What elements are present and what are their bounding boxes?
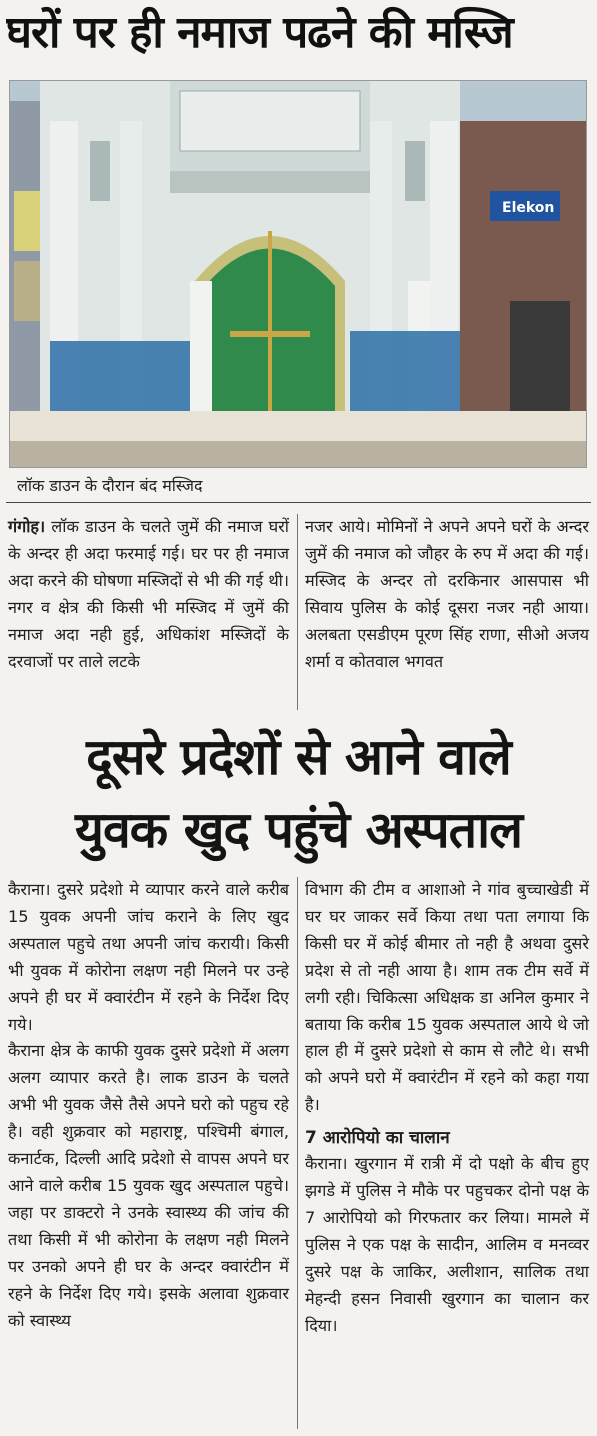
- story2-headline-line1: दूसरे प्रदेशों से आने वाले: [86, 728, 511, 786]
- story3-text: कैराना। खुरगान में रात्री में दो पक्षो के बीच हुए झगडे में पुलिस ने मौके पर पहुचकर दोनो पक्ष के 7 आरोपियो को गिरफतार कर लिया। मामले में पुलिस ने एक पक्ष के सादीन, आलिम व मनव्वर दुसरे पक्ष के जाकिर, अलीशान, सालिक तथा मेहन्दी हसन निवासी खुरगान का चालान कर दिया।: [305, 1154, 589, 1335]
- story2-left-para1: कैराना। दुसरे प्रदेशो मे व्यापार करने वाले करीब 15 युवक अपनी जांच कराने के लिए खुद अस्पताल पहुचे तथा अपनी जांच करायी। किसी भी युवक में कोरोना लक्षण नही मिलने पर उन्हे अपने ही घर में क्वारंटीन में रहने के निर्देश दिए गये।: [8, 880, 289, 1034]
- photo-caption: लॉक डाउन के दौरान बंद मस्जिद: [17, 476, 203, 495]
- story1-left-text: लॉक डाउन के चलते जुमें की नमाज घरों के अन्दर ही अदा फरमाई गई। घर पर ही नमाज अदा करने की घोषणा मस्जिदों से भी की गई थी। नगर व क्षेत्र की किसी भी मस्जिद में जुमें की नमाज अदा नही हुई, अधिकांश मस्जिदों के दरवाजों पर ताले लटके: [8, 517, 289, 671]
- story1-right-column: [305, 514, 589, 675]
- column-divider: [297, 514, 298, 710]
- story2-right-para1: विभाग की टीम व आशाओ ने गांव बुच्चाखेडी में घर घर जाकर सर्वे किया तथा पता लगाया कि किसी घर में कोई बीमार तो नही है अथवा दुसरे प्रदेश से तो नही आया है। शाम तक टीम सर्वे में लगी रही। चिकित्सा अधिक्षक डा अनिल कुमार ने बताया कि करीब 15 युवक अस्पताल आये थे जो हाल ही में दुसरे प्रदेशो से काम से लौटे थे। सभी को अपने घरो में क्वारंटीन में रहने को कहा गया है।: [305, 880, 589, 1115]
- shop-sign-text: Elekon: [502, 200, 555, 216]
- story2-headline-line2: युवक खुद पहुंचे अस्पताल: [75, 801, 522, 859]
- story1-dateline: गंगोह।: [8, 517, 46, 536]
- mosque-photo: [9, 80, 587, 468]
- page-headline: घरों पर ही नमाज पढने की मस्जि: [6, 7, 513, 58]
- story2-right-column: [305, 877, 589, 1340]
- column-divider: [297, 877, 298, 1429]
- divider: [6, 502, 591, 503]
- story2-left-para2: कैराना क्षेत्र के काफी युवक दुसरे प्रदेशो में अलग अलग व्यापार करते है। लाक डाउन के चलते अभी भी युवक जैसे तैसे अपने घरो को पहुच रहे है। वही शुक्रवार को महाराष्ट्र, पश्चिमी बंगाल, कनार्टक, दिल्ली आदि प्रदेशो से वापस अपने घर आने वाले करीब 15 युवक खुद अस्पताल पहुचे। जहा पर डाक्टरो ने उनके स्वास्थ्य की जांच की तथा किसी में भी कोरोना के लक्षण नही मिलने पर उनको अपने ही घर के अन्दर क्वारंटीन में रहने के निर्देश दिए गये। इसके अलावा शुक्रवार को स्वास्थ्य: [8, 1041, 289, 1330]
- story2-left-column: [8, 877, 289, 1334]
- story3-subhead: 7 आरोपियो का चालान: [305, 1128, 450, 1149]
- story1-right-text: नजर आये। मोमिनों ने अपने अपने घरों के अन्दर जुमें की नमाज को जौहर के रुप में अदा की गई। मस्जिद के अन्दर तो दरकिनार आसपास भी सिवाय पुलिस के कोई दूसरा नजर नही आया। अलबता एसडीएम पूरण सिंह राणा, सीओ अजय शर्मा व कोतवाल भगवत: [305, 517, 589, 671]
- mosque-illustration: [10, 81, 586, 467]
- story1-left-column: [8, 514, 289, 675]
